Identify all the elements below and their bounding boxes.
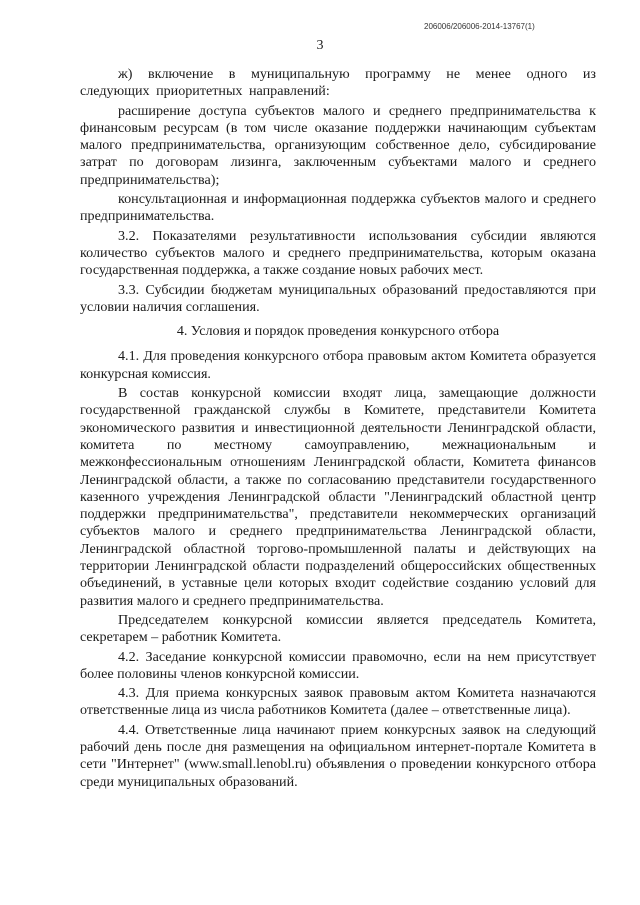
page-number: 3 [316,38,324,53]
document-code: 206006/206006-2014-13767(1) [424,22,535,31]
paragraph-4-4: 4.4. Ответственные лица начинают прием конкурсных заявок на следующий рабочий день после дня размещения на официальном интернет-портале Комитета в сети "Интернет" (www.small.lenobl.ru) объявления о проведении конкурсного отбора среди муниципальных образований. [80,721,596,790]
paragraph-4-3: 4.3. Для приема конкурсных заявок правовым актом Комитета назначаются ответственные лица из числа работников Комитета (далее – ответственные лица). [80,685,596,719]
paragraph-4-1: 4.1. Для проведения конкурсного отбора правовым актом Комитета образуется конкурсная комиссия. [80,348,596,382]
paragraph-access-finance: расширение доступа субъектов малого и среднего предпринимательства к финансовым ресурсам (в том числе оказание поддержки начинающим субъектам малого предпринимательства, организующим собственное дело, субсидирование затрат по договорам лизинга, заключенным субъектами малого и среднего предпринимательства); [80,102,596,188]
paragraph-3-3: 3.3. Субсидии бюджетам муниципальных образований предоставляются при условии наличия соглашения. [80,281,596,315]
paragraph-item-zh: ж) включение в муниципальную программу не менее одного из следующих приоритетных направлений: [80,66,596,100]
paragraph-3-2: 3.2. Показателями результативности использования субсидии являются количество субъектов малого и среднего предпринимательства, которым оказана государственная поддержка, а также создание новых рабочих мест. [80,227,596,279]
paragraph-consulting-support: консультационная и информационная поддержка субъектов малого и среднего предпринимательства. [80,191,596,225]
paragraph-commission-chair: Председателем конкурсной комиссии является председатель Комитета, секретарем – работник Комитета. [80,611,596,646]
paragraph-4-2: 4.2. Заседание конкурсной комиссии правомочно, если на нем присутствует более половины членов конкурсной комиссии. [80,648,596,682]
section-4-heading: 4. Условия и порядок проведения конкурсного отбора [176,323,500,340]
paragraph-commission-composition: В состав конкурсной комиссии входят лица, замещающие должности государственной гражданской службы в Комитете, представители Комитета экономического развития и инвестиционной деятельности Ленинградской области, комитета по местному самоуправлению, межнациональным и межконфессиональным отношениям Ленинградской области, Комитета финансов Ленинградской области, а также по согласованию представители государственного казенного учреждения Ленинградской области "Ленинградский областной центр поддержки предпринимательства", представители некоммерческих организаций субъектов малого и среднего предпринимательства Ленинградской области, Ленинградской областной торгово-промышленной палаты и действующих на территории Ленинградской области подразделений общероссийских общественных объединений, в уставные цели которых входит содействие созданию условий для развития малого и среднего предпринимательства. [80,385,596,609]
document-body [80,66,596,791]
